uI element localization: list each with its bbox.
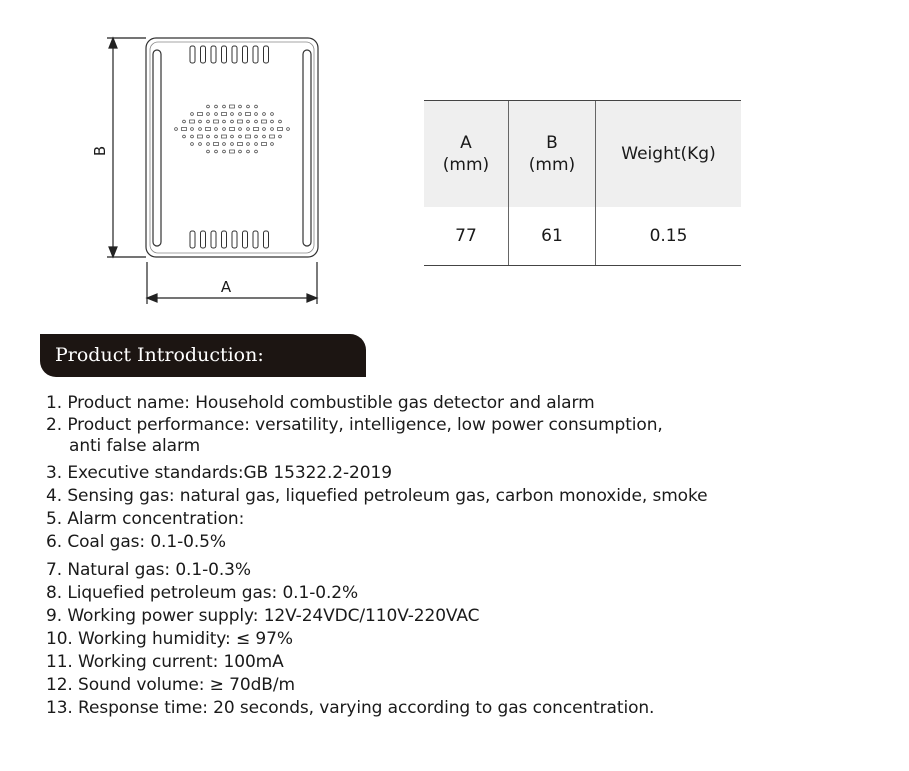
grille-hole (191, 143, 194, 146)
grille-hole (287, 128, 290, 131)
grille-hole (238, 143, 243, 146)
grille-hole (223, 150, 226, 153)
grille-hole (191, 113, 194, 116)
grille-hole (215, 150, 218, 153)
list-item (46, 463, 906, 484)
grille-hole (263, 128, 266, 131)
grille-hole (214, 143, 219, 146)
header-b-unit: (mm) (528, 155, 576, 175)
list-item (46, 415, 906, 457)
vent-slot (253, 231, 258, 248)
grille-hole (207, 120, 210, 123)
grille-hole (270, 135, 275, 138)
list-item (46, 560, 906, 581)
grille-hole (255, 143, 258, 146)
header-a-unit: (mm) (442, 155, 490, 175)
grille-hole (255, 113, 258, 116)
grille-hole (263, 135, 266, 138)
grille-hole (207, 150, 210, 153)
grille-hole (222, 135, 227, 138)
vent-slot (264, 46, 269, 63)
grille-hole (231, 113, 234, 116)
grille-hole (198, 135, 203, 138)
grille-hole (247, 150, 250, 153)
grille-hole (223, 120, 226, 123)
list-item (46, 486, 906, 507)
grille-hole (207, 113, 210, 116)
grille-hole (239, 128, 242, 131)
grille-hole (207, 105, 210, 108)
list-item (46, 532, 906, 553)
grille-hole (255, 150, 258, 153)
vent-slot (222, 46, 227, 63)
grille-hole (246, 113, 251, 116)
dimension-b (107, 38, 146, 257)
list-item (46, 583, 906, 604)
vent-slot (243, 46, 248, 63)
list-item-text: 9. Working power supply: 12V-24VDC/110V-220VAC (46, 606, 480, 626)
speaker-grille-icon (175, 105, 290, 153)
grille-hole (183, 135, 186, 138)
grille-hole (255, 135, 258, 138)
grille-hole (239, 150, 242, 153)
grille-hole (271, 143, 274, 146)
grille-hole (175, 128, 178, 131)
grille-hole (247, 120, 250, 123)
cell-b-value: 61 (509, 207, 596, 266)
list-item-text: 1. Product name: Household combustible gas detector and alarm (46, 393, 595, 413)
grille-hole (207, 143, 210, 146)
list-item (46, 629, 906, 650)
list-item-text: 13. Response time: 20 seconds, varying according to gas concentration. (46, 698, 655, 718)
grille-hole (230, 150, 235, 153)
grille-hole (198, 113, 203, 116)
list-item-text: 12. Sound volume: ≥ 70dB/m (46, 675, 295, 695)
grille-hole (190, 120, 195, 123)
vent-slot (201, 46, 206, 63)
dimension-a (147, 262, 317, 304)
dimension-weight-table (424, 100, 741, 266)
grille-hole (255, 105, 258, 108)
list-item-text: 6. Coal gas: 0.1-0.5% (46, 532, 226, 552)
grille-hole (263, 113, 266, 116)
vent-slot (201, 231, 206, 248)
header-a-label: A (460, 133, 472, 153)
grille-hole (199, 143, 202, 146)
grille-hole (191, 128, 194, 131)
header-a (424, 101, 509, 208)
grille-hole (207, 135, 210, 138)
grille-hole (222, 113, 227, 116)
cell-a-value: 77 (424, 207, 509, 266)
grille-hole (199, 128, 202, 131)
list-item-text: 11. Working current: 100mA (46, 652, 284, 672)
grille-hole (246, 135, 251, 138)
grille-hole (247, 128, 250, 131)
grille-hole (247, 105, 250, 108)
grille-hole (223, 143, 226, 146)
list-item-continuation: anti false alarm (69, 436, 201, 456)
grille-hole (271, 113, 274, 116)
grille-hole (215, 105, 218, 108)
vent-slot (190, 231, 195, 248)
grille-hole (230, 105, 235, 108)
grille-hole (255, 120, 258, 123)
grille-hole (239, 105, 242, 108)
grille-hole (279, 135, 282, 138)
grille-hole (254, 128, 259, 131)
grille-hole (239, 135, 242, 138)
grille-hole (271, 128, 274, 131)
grille-hole (191, 135, 194, 138)
grille-hole (231, 143, 234, 146)
list-item-text: 3. Executive standards:GB 15322.2-2019 (46, 463, 392, 483)
grille-hole (238, 120, 243, 123)
list-item-text: 10. Working humidity: ≤ 97% (46, 629, 293, 649)
cell-weight-value: 0.15 (596, 207, 742, 266)
grille-hole (278, 128, 283, 131)
grille-hole (199, 120, 202, 123)
grille-hole (214, 120, 219, 123)
list-item (46, 698, 906, 719)
grille-hole (239, 113, 242, 116)
list-item-text: 7. Natural gas: 0.1-0.3% (46, 560, 251, 580)
grille-hole (183, 120, 186, 123)
grille-hole (279, 120, 282, 123)
section-heading: Product Introduction: (40, 334, 366, 377)
list-item-text: 4. Sensing gas: natural gas, liquefied petroleum gas, carbon monoxide, smoke (46, 486, 708, 506)
list-item-text: 2. Product performance: versatility, intelligence, low power consumption, (46, 415, 663, 435)
grille-hole (262, 143, 267, 146)
vent-slot (243, 231, 248, 248)
vent-slots-bottom (190, 231, 269, 248)
header-b-label: B (546, 133, 558, 153)
header-weight-label: Weight(Kg) (621, 144, 716, 164)
vent-slot (264, 231, 269, 248)
grille-hole (247, 143, 250, 146)
grille-hole (215, 135, 218, 138)
vent-slot (232, 231, 237, 248)
grille-hole (231, 135, 234, 138)
list-item (46, 509, 906, 530)
grille-hole (182, 128, 187, 131)
table-header-row (424, 101, 741, 208)
grille-hole (231, 120, 234, 123)
grille-hole (262, 120, 267, 123)
grille-hole (206, 128, 211, 131)
label-b: B (91, 145, 109, 157)
list-item-text: 5. Alarm concentration: (46, 509, 245, 529)
list-item-text: 8. Liquefied petroleum gas: 0.1-0.2% (46, 583, 359, 603)
header-weight (596, 101, 742, 208)
grille-hole (223, 128, 226, 131)
vent-slot (222, 231, 227, 248)
vent-slot (190, 46, 195, 63)
vent-slot (211, 231, 216, 248)
label-a: A (220, 278, 232, 296)
vent-slots-top (190, 46, 269, 63)
list-item (46, 652, 906, 673)
header-b (509, 101, 596, 208)
vent-slot (211, 46, 216, 63)
table-row (424, 207, 741, 266)
grille-hole (230, 128, 235, 131)
grille-hole (215, 128, 218, 131)
list-item (46, 393, 906, 414)
vent-slot (232, 46, 237, 63)
vent-slot (253, 46, 258, 63)
grille-hole (271, 120, 274, 123)
grille-hole (223, 105, 226, 108)
device-outline (146, 38, 318, 257)
list-item (46, 675, 906, 696)
grille-hole (215, 113, 218, 116)
list-item (46, 606, 906, 627)
